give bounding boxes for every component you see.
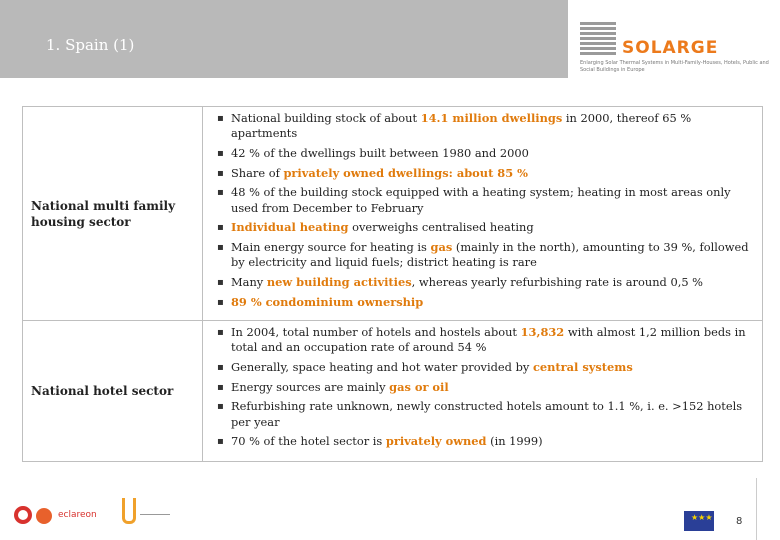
bullet-text: Share of bbox=[231, 165, 284, 180]
table-row bbox=[23, 107, 762, 320]
bullet-text: (in 1999) bbox=[486, 434, 543, 449]
bullet-text: Main energy source for heating is bbox=[231, 239, 431, 254]
highlighted-text: gas bbox=[430, 239, 453, 254]
row-label: National hotel sector bbox=[31, 384, 174, 398]
bullet-item bbox=[215, 146, 755, 161]
bullet-item bbox=[215, 399, 755, 429]
header-bar bbox=[0, 0, 568, 78]
bullet-item bbox=[215, 434, 755, 449]
highlighted-text: privately owned bbox=[385, 434, 487, 449]
highlighted-text: 13,832 bbox=[520, 325, 565, 339]
bullet-text: 42 % of the dwellings built between 1980 and 2000 bbox=[231, 145, 529, 160]
content-table bbox=[22, 106, 763, 462]
page-number: 8 bbox=[736, 516, 743, 527]
row-label-cell bbox=[23, 107, 203, 320]
bullet-item bbox=[215, 185, 755, 215]
slide-title: 1. Spain (1) bbox=[46, 36, 135, 54]
eclareon-logo bbox=[14, 506, 134, 528]
bullet-item bbox=[215, 380, 755, 395]
bullet-list bbox=[215, 325, 755, 454]
eclareon-wordmark: eclareon bbox=[58, 510, 97, 520]
bullet-text: National building stock of about bbox=[231, 111, 421, 125]
bullet-item bbox=[215, 240, 755, 270]
highlighted-text: 89 % condominium ownership bbox=[231, 294, 424, 309]
logo-subtitle: Enlarging Solar Thermal Systems in Multi-Family-Houses, Hotels, Public and Social Buildings in Europe bbox=[580, 60, 769, 73]
partner-u-logo bbox=[118, 496, 158, 532]
highlighted-text: gas or oil bbox=[389, 379, 449, 394]
bullet-item bbox=[215, 275, 755, 290]
bullet-text: overweighs centralised heating bbox=[348, 220, 534, 235]
logo-stripes-icon bbox=[580, 22, 616, 58]
bullet-text: In 2004, total number of hotels and hostels about bbox=[231, 325, 521, 339]
row-label: National multi family housing sector bbox=[31, 199, 176, 229]
bullet-item bbox=[215, 360, 755, 375]
highlighted-text: 14.1 million dwellings bbox=[420, 111, 563, 125]
logo-line bbox=[140, 514, 170, 515]
bullet-item bbox=[215, 220, 755, 235]
logo-wordmark: SOLARGE bbox=[622, 38, 719, 58]
bullet-text: Many bbox=[231, 274, 267, 289]
bullet-text: with almost 1,2 million beds in total and an occupation rate of around 54 % bbox=[231, 325, 746, 355]
highlighted-text: new building activities bbox=[266, 274, 412, 289]
bullet-text: Energy sources are mainly bbox=[231, 379, 390, 394]
bullet-item bbox=[215, 111, 755, 141]
row-label-cell bbox=[23, 321, 203, 462]
bullet-item bbox=[215, 295, 755, 310]
highlighted-text: central systems bbox=[532, 359, 633, 374]
u-shape-icon bbox=[122, 498, 136, 524]
bullet-text: Generally, space heating and hot water provided by bbox=[231, 359, 533, 374]
highlighted-text: privately owned dwellings: about 85 % bbox=[283, 165, 528, 180]
bullet-text: in 2000, thereof 65 % apartments bbox=[231, 111, 692, 141]
bullet-list bbox=[215, 111, 755, 314]
eu-flag-icon: ★★★ bbox=[684, 511, 714, 531]
bullet-item bbox=[215, 325, 755, 355]
divider bbox=[756, 478, 757, 540]
table-row bbox=[23, 320, 762, 462]
solarge-logo bbox=[580, 22, 780, 82]
highlighted-text: Individual heating bbox=[231, 220, 349, 235]
logo-ring-icon bbox=[14, 506, 32, 524]
logo-dot-icon bbox=[36, 508, 52, 524]
bullet-item bbox=[215, 166, 755, 181]
bullet-text: , whereas yearly refurbishing rate is around 0,5 % bbox=[411, 274, 704, 289]
bullet-text: 70 % of the hotel sector is bbox=[231, 434, 386, 449]
bullet-text: 48 % of the building stock equipped with a heating system; heating in most areas only used from December to February bbox=[231, 185, 731, 215]
bullet-text: (mainly in the north), amounting to 39 %, followed by electricity and liquid fuels; district heating is rare bbox=[231, 239, 749, 270]
bullet-text: Refurbishing rate unknown, newly constructed hotels amount to 1.1 %, i. e. >152 hotels per year bbox=[231, 399, 743, 429]
